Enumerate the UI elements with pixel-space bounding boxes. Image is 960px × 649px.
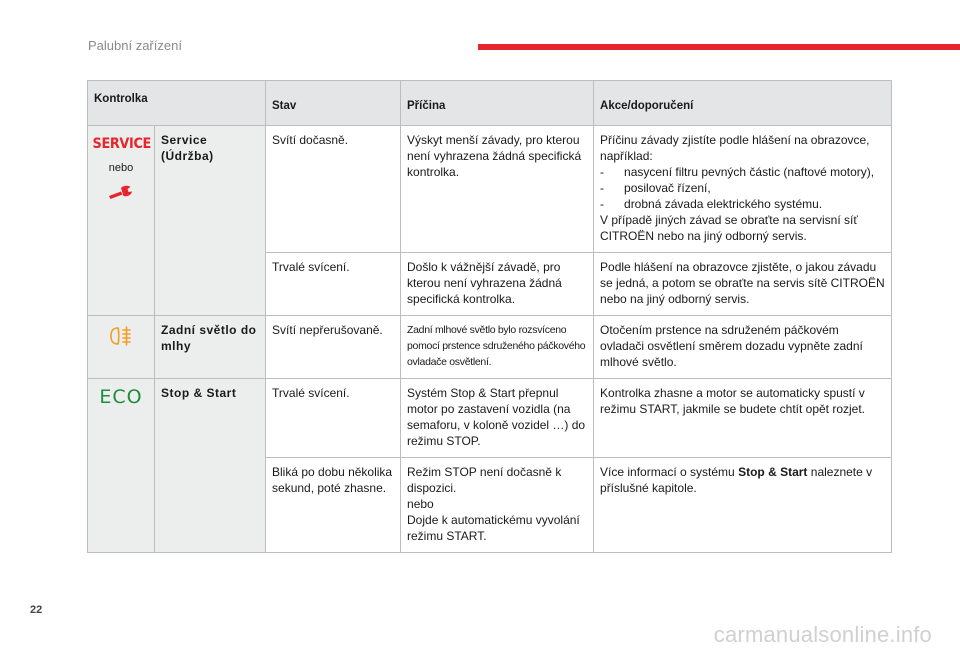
eco-icon: ECO xyxy=(99,386,143,408)
header-accent-bar xyxy=(478,44,960,50)
list-item: - nasycení filtru pevných částic (naftové motory), xyxy=(600,165,875,179)
action-cell xyxy=(594,126,892,253)
watermark: carmanualsonline.info xyxy=(713,622,932,647)
column-header-stav: Stav xyxy=(266,81,401,126)
cause-cell: Výskyt menší závady, pro kterou není vyhrazena žádná specifická kontrolka. xyxy=(401,126,594,253)
action-cell: Otočením prstence na sdruženém páčkovém ovladači osvětlení směrem dozadu vypněte zadní mlhové světlo. xyxy=(594,316,892,379)
cause-line: Režim STOP není dočasně k dispozici. xyxy=(407,465,562,495)
warning-lights-table xyxy=(87,80,892,553)
state-cell: Svítí dočasně. xyxy=(266,126,401,253)
column-header-kontrolka: Kontrolka xyxy=(88,81,266,126)
section-title: Palubní zařízení xyxy=(88,38,182,53)
warning-name-stop-start: Stop & Start xyxy=(155,379,266,553)
state-cell: Bliká po dobu několika sekund, poté zhasne. xyxy=(266,458,401,553)
stop-start-emphasis: Stop & Start xyxy=(738,465,808,479)
list-item: - posilovač řízení, xyxy=(600,181,711,195)
state-cell: Trvalé svícení. xyxy=(266,253,401,316)
warning-name-fog: Zadní světlo do mlhy xyxy=(155,316,266,379)
warning-name-service xyxy=(155,126,266,316)
eco-icon-cell xyxy=(88,379,155,553)
action-intro: Příčinu závady zjistíte podle hlášení na obrazovce, například: xyxy=(600,133,870,163)
wrench-icon xyxy=(107,191,135,205)
table-header-row xyxy=(88,81,892,126)
action-text: naleznete v příslušné kapitole. xyxy=(600,465,873,495)
rear-fog-light-icon xyxy=(108,337,134,351)
action-cell xyxy=(594,458,892,553)
cause-or: nebo xyxy=(407,497,434,511)
warning-name-line: Service xyxy=(161,133,208,147)
column-header-akce: Akce/doporučení xyxy=(594,81,892,126)
action-text: Více informací o systému xyxy=(600,465,735,479)
icon-or-label: nebo xyxy=(108,162,134,174)
table-row xyxy=(88,126,892,253)
cause-cell xyxy=(401,458,594,553)
list-item: - drobná závada elektrického systému. xyxy=(600,197,823,211)
table-row xyxy=(88,316,892,379)
column-header-pricina: Příčina xyxy=(401,81,594,126)
cause-line: Dojde k automatickému vyvolání režimu START. xyxy=(407,513,580,543)
page-number: 22 xyxy=(30,604,43,616)
action-cell: Kontrolka zhasne a motor se automaticky spustí v režimu START, jakmile se budete chtít opět rozjet. xyxy=(594,379,892,458)
action-outro: V případě jiných závad se obraťte na servisní síť CITROËN nebo na jiný odborný servis. xyxy=(600,213,858,243)
cause-cell: Došlo k vážnější závadě, pro kterou není vyhrazena žádná specifická kontrolka. xyxy=(401,253,594,316)
warning-name-line: (Údržba) xyxy=(161,149,214,163)
action-cell: Podle hlášení na obrazovce zjistěte, o jakou závadu se jedná, a potom se obraťte na servis sítě CITROËN nebo na jiný odborný servis. xyxy=(594,253,892,316)
state-cell: Trvalé svícení. xyxy=(266,379,401,458)
state-cell: Svítí nepřerušovaně. xyxy=(266,316,401,379)
service-text-icon: SERVICE xyxy=(92,136,151,152)
cause-cell: Zadní mlhové světlo bylo rozsvíceno pomocí prstence sdruženého páčkového ovladače osvětlení. xyxy=(401,316,594,379)
fog-icon-cell xyxy=(88,316,155,379)
service-icon-cell xyxy=(88,126,155,316)
table-row xyxy=(88,379,892,458)
cause-cell: Systém Stop & Start přepnul motor po zastavení vozidla (na semaforu, v koloně vozidel …) do režimu STOP. xyxy=(401,379,594,458)
